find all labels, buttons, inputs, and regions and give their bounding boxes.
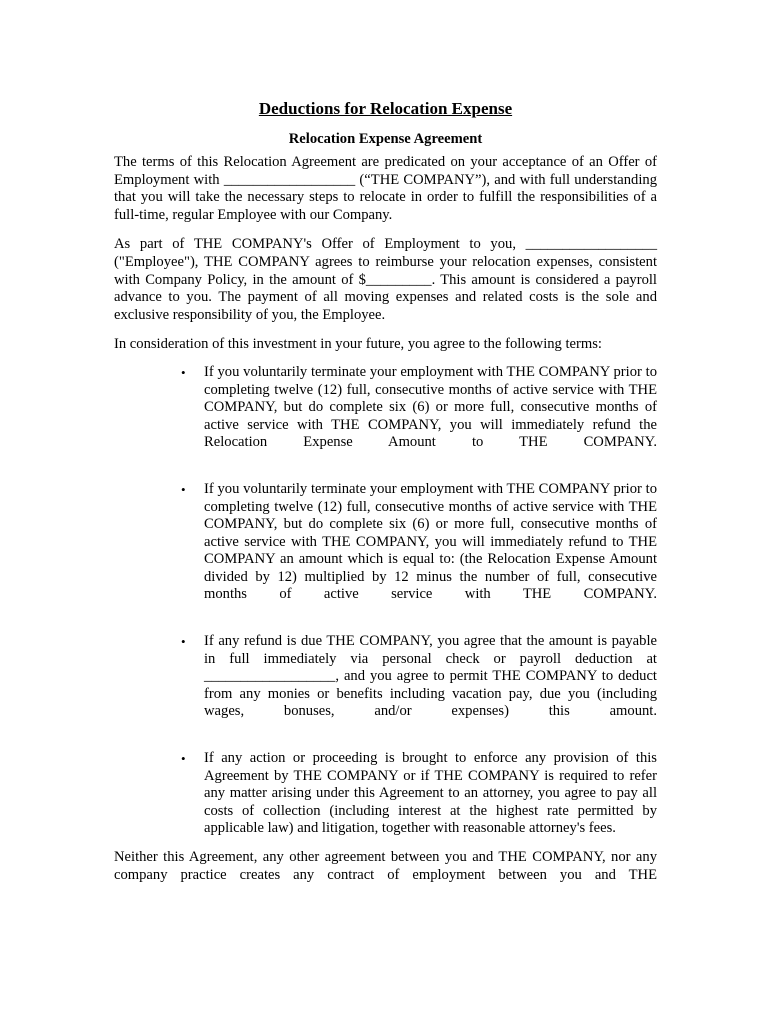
list-item	[181, 363, 657, 452]
terms-intro-paragraph: In consideration of this investment in your future, you agree to the following terms:	[114, 336, 602, 353]
term-text: If you voluntarily terminate your employment with THE COMPANY prior to completing twelve (12) full, consecutive months of active service with THE COMPANY, but do complete six (6) or more full, consecutive months of active service with THE COMPANY, you will immediately refund the Relocation Expense Amount to THE COMPANY.	[204, 363, 657, 451]
list-item	[181, 480, 657, 604]
document-title: Deductions for Relocation Expense	[258, 99, 513, 118]
bullet-icon: •	[181, 751, 186, 767]
bullet-icon: •	[181, 364, 186, 380]
term-text: If any action or proceeding is brought to enforce any provision of this Agreement by THE COMPANY or if THE COMPANY is required to refer any matter arising under this Agreement to an attorney, you agree to pay all costs of collection (including interest at the highest rate permitted by applicable law) and litigation, together with reasonable attorney's fees.	[204, 750, 657, 837]
closing-paragraph: Neither this Agreement, any other agreement between you and THE COMPANY, nor any company practice creates any contract of employment between you and THE	[114, 849, 657, 883]
intro-paragraph: The terms of this Relocation Agreement are predicated on your acceptance of an Offer of Employment with __________________ (“THE COMPANY”), and with full understanding that you will take the necessary steps to relocate in order to fulfill the responsibilities of a full-time, regular Employee with our Company.	[114, 154, 657, 223]
list-item	[181, 633, 657, 721]
terms-list	[114, 364, 657, 838]
agreement-heading: Relocation Expense Agreement	[288, 131, 483, 147]
reimbursement-paragraph: As part of THE COMPANY's Offer of Employment to you, __________________ ("Employee"), THE COMPANY agrees to reimburse your relocation expenses, consistent with Company Policy, in the amount of $_________. This amount is considered a payroll advance to you. The payment of all moving expenses and related costs is the sole and exclusive responsibility of you, the Employee.	[114, 236, 657, 323]
term-text: If any refund is due THE COMPANY, you agree that the amount is payable in full immediately via personal check or payroll deduction at __________________, and you agree to permit THE COMPANY to deduct from any monies or benefits including vacation pay, due you (including wages, bonuses, and/or expenses) this amount.	[204, 633, 657, 720]
bullet-icon: •	[181, 634, 186, 650]
bullet-icon: •	[181, 481, 186, 497]
term-text: If you voluntarily terminate your employment with THE COMPANY prior to completing twelve (12) full, consecutive months of active service with THE COMPANY, but do complete six (6) or more full, consecutive months of active service with THE COMPANY, you will immediately refund to THE COMPANY an amount which is equal to: (the Relocation Expense Amount divided by 12) multiplied by 12 minus the number of full, consecutive months of active service with THE COMPANY.	[204, 480, 657, 603]
document-body	[114, 98, 657, 884]
list-item	[181, 750, 657, 838]
